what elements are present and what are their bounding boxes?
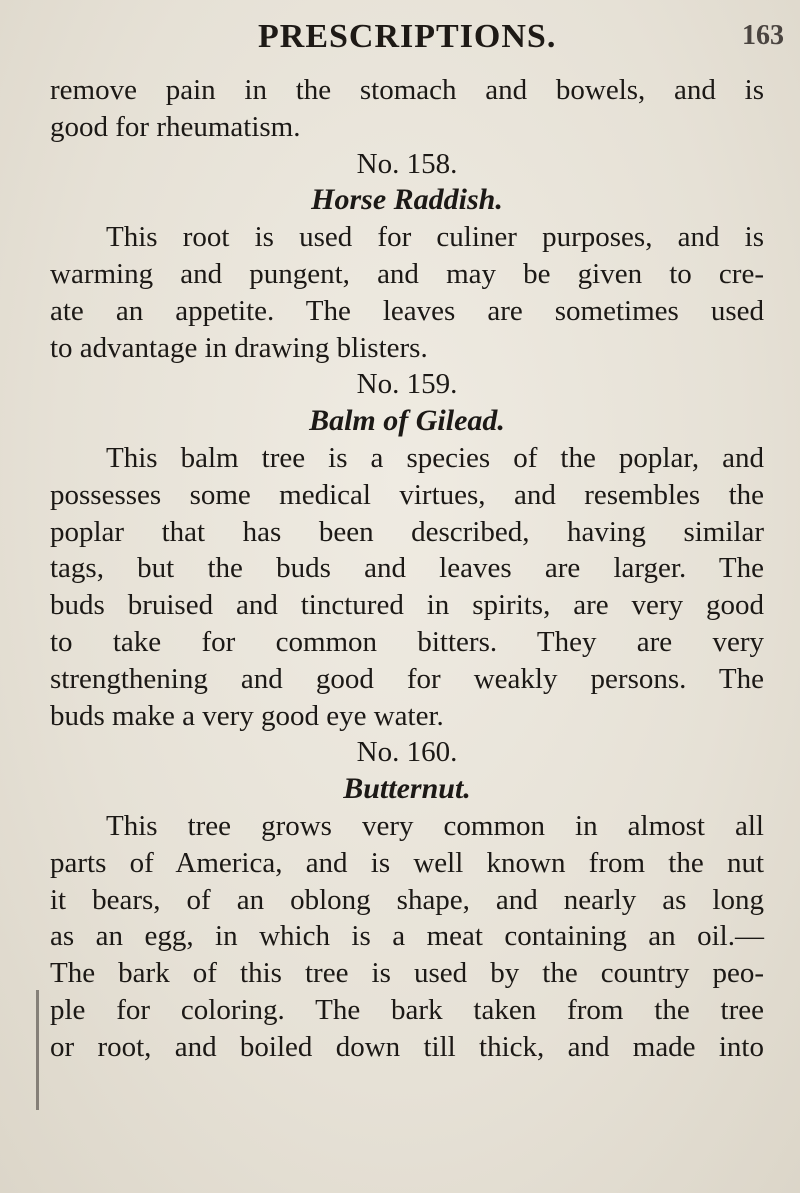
text-line: This root is used for culiner purposes, and is [106,221,764,254]
text-line: This balm tree is a species of the poplar, and [106,441,764,474]
entry-title: Balm of Gilead. [309,404,505,438]
text-line: it bears, of an oblong shape, and nearly as long [50,883,764,916]
entry-number: No. 159. [356,368,458,401]
entry-number: No. 158. [356,147,458,180]
page-header [0,14,800,64]
text-line: remove pain in the stomach and bowels, and is [50,74,764,106]
entry-title: Horse Raddish. [311,183,503,217]
text-line: buds bruised and tinctured in spirits, are very good [50,589,764,622]
page-number: 163 [742,20,784,51]
text-line: ple for coloring. The bark taken from the tree [50,993,764,1026]
text-line: ate an appetite. The leaves are sometimes used [50,294,764,327]
text-line: buds make a very good eye water. [50,699,444,732]
entry-title: Butternut. [343,772,471,806]
text-line: to advantage in drawing blisters. [50,331,428,364]
text-line: possesses some medical virtues, and resembles the [50,478,764,511]
margin-mark [36,990,39,1110]
text-line: or root, and boiled down till thick, and made into [50,1030,764,1063]
text-line: strengthening and good for weakly persons. The [50,662,764,695]
text-line: as an egg, in which is a meat containing an oil.— [50,920,764,953]
text-line: to take for common bitters. They are very [50,625,764,658]
text-line: tags, but the buds and leaves are larger. The [50,552,764,585]
text-line: This tree grows very common in almost all [106,809,764,842]
entry-number: No. 160. [356,736,458,769]
text-line: The bark of this tree is used by the country peo- [50,957,764,990]
text-line: parts of America, and is well known from the nut [50,846,764,879]
body-text [50,72,764,1066]
text-line: poplar that has been described, having similar [50,515,764,548]
text-line: good for rheumatism. [50,110,301,143]
text-line: warming and pungent, and may be given to cre- [50,257,764,290]
running-head: PRESCRIPTIONS. [258,18,557,55]
